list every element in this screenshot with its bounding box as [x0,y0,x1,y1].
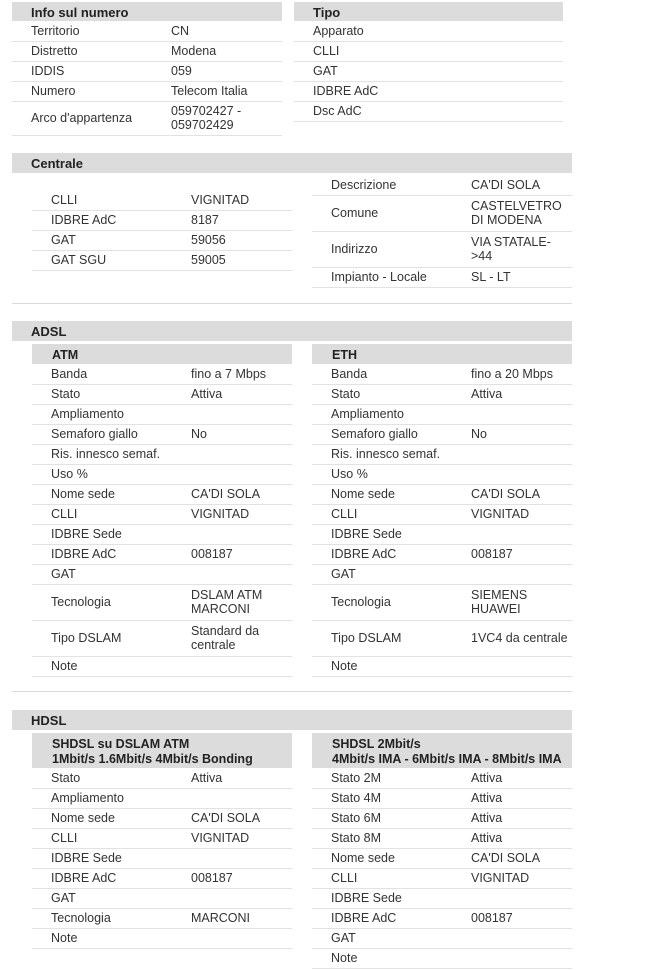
eth-label: Uso % [312,464,471,484]
atm-value [191,524,292,544]
centrale-label: GAT SGU [32,250,191,270]
tipo-label: Dsc AdC [294,101,453,121]
atm-label: CLLI [32,504,191,524]
table-row [312,231,572,267]
table-row [12,61,282,81]
eth-label: Banda [312,364,471,384]
shdsl-label: GAT [312,928,471,948]
centrale-label: Comune [312,195,471,231]
shdsl-label: Stato [32,768,191,788]
eth-label: Nome sede [312,484,471,504]
table-row [312,948,572,968]
info-label: Territorio [12,21,171,41]
table-row [312,424,572,444]
centrale-value: CASTELVETRO DI MODENA [471,195,572,231]
atm-label: GAT [32,564,191,584]
shdsl-label: Nome sede [32,808,191,828]
table-row [294,101,563,121]
table-row [312,175,572,195]
eth-header [312,344,572,364]
shdsl-value: VIGNITAD [471,868,572,888]
shdsl-label: IDBRE Sede [32,848,191,868]
atm-label: Ris. innesco semaf. [32,444,191,464]
table-row [312,267,572,287]
table-row [312,444,572,464]
eth-value: 1VC4 da centrale [471,620,572,656]
shdsl-atm-title-line2: 1Mbit/s 1.6Mbit/s 4Mbit/s Bonding [52,752,253,766]
centrale-header [12,153,572,173]
tipo-label: IDBRE AdC [294,81,453,101]
table-row [32,828,292,848]
tipo-value [453,41,563,61]
atm-label: Uso % [32,464,191,484]
table-row [32,928,292,948]
table-row [32,848,292,868]
eth-label: Tipo DSLAM [312,620,471,656]
atm-label: Stato [32,384,191,404]
table-row [312,195,572,231]
atm-header [32,344,292,364]
eth-value: VIGNITAD [471,504,572,524]
table-row [32,250,292,270]
table-row [32,424,292,444]
shdsl-atm-title-line1: SHDSL su DSLAM ATM [52,737,190,751]
table-row [312,384,572,404]
table-row [32,788,292,808]
tipo-header [294,2,563,21]
table-row [312,888,572,908]
shdsl-label: CLLI [312,868,471,888]
centrale-label: Impianto - Locale [312,267,471,287]
table-row [312,404,572,424]
table-row [294,61,563,81]
atm-label: Semaforo giallo [32,424,191,444]
table-row [12,21,282,41]
info-value: 059 [171,61,282,81]
centrale-left-table [32,190,292,271]
shdsl-label: Note [32,928,191,948]
status-value: No [471,424,572,444]
centrale-title: Centrale [31,156,84,171]
eth-label: Tecnologia [312,584,471,620]
atm-title: ATM [52,348,79,362]
shdsl-label: Stato 8M [312,828,471,848]
table-row [312,868,572,888]
atm-value [191,404,292,424]
centrale-label: Indirizzo [312,231,471,267]
eth-value [471,444,572,464]
eth-label: Ris. innesco semaf. [312,444,471,464]
eth-label: Ampliamento [312,404,471,424]
eth-label: IDBRE Sede [312,524,471,544]
table-row [312,828,572,848]
centrale-right-table [312,175,572,288]
shdsl-value [191,888,292,908]
table-row [312,768,572,788]
table-row [32,908,292,928]
table-row [32,768,292,788]
shdsl-label: CLLI [32,828,191,848]
atm-label: Tipo DSLAM [32,620,191,656]
table-row [312,656,572,676]
adsl-header [12,321,572,341]
table-row [12,81,282,101]
shdsl-value: 008187 [471,908,572,928]
shdsl-value [471,928,572,948]
shdsl-2m-header [312,733,572,768]
centrale-value: CA'DI SOLA [471,175,572,195]
table-row [32,888,292,908]
shdsl-label: IDBRE AdC [32,868,191,888]
centrale-label: Descrizione [312,175,471,195]
table-row [12,101,282,135]
info-label: IDDIS [12,61,171,81]
shdsl-value [471,948,572,968]
tipo-value [453,81,563,101]
shdsl-2m-title-line2: 4Mbit/s IMA - 6Mbit/s IMA - 8Mbit/s IMA [332,752,562,766]
table-row [312,620,572,656]
atm-value: 008187 [191,544,292,564]
tipo-value [453,101,563,121]
shdsl-value [191,928,292,948]
centrale-value: 59005 [191,250,292,270]
atm-table [32,364,292,677]
shdsl-label: IDBRE Sede [312,888,471,908]
atm-label: IDBRE AdC [32,544,191,564]
table-row [32,544,292,564]
table-row [32,230,292,250]
eth-value: CA'DI SOLA [471,484,572,504]
centrale-value: VIGNITAD [191,190,292,210]
shdsl-atm-table [32,768,292,949]
eth-table [312,364,572,677]
info-table [12,21,282,136]
table-row [32,444,292,464]
shdsl-value [191,848,292,868]
eth-value [471,464,572,484]
info-label: Distretto [12,41,171,61]
centrale-value: 59056 [191,230,292,250]
shdsl-label: Ampliamento [32,788,191,808]
atm-label: Banda [32,364,191,384]
status-value: Attiva [471,384,572,404]
table-row [32,868,292,888]
atm-value [191,464,292,484]
shdsl-value: 008187 [191,868,292,888]
table-row [312,484,572,504]
eth-label: GAT [312,564,471,584]
tipo-value [453,61,563,81]
atm-value: CA'DI SOLA [191,484,292,504]
shdsl-2m-table [312,768,572,969]
status-value: Attiva [191,384,292,404]
tipo-label: Apparato [294,21,453,41]
table-row [294,21,563,41]
shdsl-value [471,888,572,908]
status-value: Attiva [471,788,572,808]
tipo-table [294,21,563,122]
tipo-title: Tipo [313,5,341,20]
table-row [32,656,292,676]
shdsl-2m-title-line1: SHDSL 2Mbit/s [332,737,421,751]
centrale-value: VIA STATALE- >44 [471,231,572,267]
atm-label: IDBRE Sede [32,524,191,544]
table-row [32,404,292,424]
shdsl-label: Stato 4M [312,788,471,808]
table-row [32,210,292,230]
table-row [312,524,572,544]
table-row [32,620,292,656]
eth-value [471,564,572,584]
tipo-label: CLLI [294,41,453,61]
eth-value [471,524,572,544]
table-row [32,190,292,210]
centrale-value: SL - LT [471,267,572,287]
centrale-value: 8187 [191,210,292,230]
eth-title: ETH [332,348,357,362]
table-row [312,364,572,384]
table-row [312,928,572,948]
table-row [32,464,292,484]
eth-value: fino a 20 Mbps [471,364,572,384]
shdsl-value [191,788,292,808]
atm-label: Ampliamento [32,404,191,424]
shdsl-label: Nome sede [312,848,471,868]
table-row [32,364,292,384]
operator-link[interactable]: Telecom Italia [171,81,282,101]
eth-label: Stato [312,384,471,404]
shdsl-atm-header [32,733,292,768]
eth-value [471,656,572,676]
table-row [312,848,572,868]
atm-value: DSLAM ATM MARCONI [191,584,292,620]
centrale-label: GAT [32,230,191,250]
shdsl-label: Tecnologia [32,908,191,928]
eth-value [471,404,572,424]
info-header [12,2,282,21]
eth-label: CLLI [312,504,471,524]
shdsl-label: Note [312,948,471,968]
atm-value [191,564,292,584]
table-row [32,524,292,544]
section-divider [12,303,572,304]
eth-value: 008187 [471,544,572,564]
centrale-label: CLLI [32,190,191,210]
eth-label: IDBRE AdC [312,544,471,564]
table-row [312,808,572,828]
info-label: Numero [12,81,171,101]
eth-label: Note [312,656,471,676]
table-row [32,504,292,524]
atm-label: Note [32,656,191,676]
atm-value: fino a 7 Mbps [191,364,292,384]
shdsl-label: IDBRE AdC [312,908,471,928]
table-row [312,544,572,564]
shdsl-value: MARCONI [191,908,292,928]
shdsl-value: CA'DI SOLA [471,848,572,868]
table-row [312,908,572,928]
info-value: 059702427 - 059702429 [171,101,282,135]
table-row [12,41,282,61]
atm-label: Nome sede [32,484,191,504]
hdsl-title: HDSL [31,713,67,728]
adsl-title: ADSL [31,324,67,339]
info-label: Arco d'appartenza [12,101,171,135]
eth-value: SIEMENS HUAWEI [471,584,572,620]
table-row [32,808,292,828]
info-value: CN [171,21,282,41]
status-value: Attiva [191,768,292,788]
table-row [32,484,292,504]
table-row [312,788,572,808]
table-row [312,584,572,620]
status-value: No [191,424,292,444]
tipo-value [453,21,563,41]
shdsl-label: Stato 6M [312,808,471,828]
shdsl-value: CA'DI SOLA [191,808,292,828]
status-value: Attiva [471,828,572,848]
table-row [294,41,563,61]
atm-value [191,444,292,464]
shdsl-label: GAT [32,888,191,908]
status-value: Attiva [471,808,572,828]
shdsl-value: VIGNITAD [191,828,292,848]
atm-value [191,656,292,676]
tipo-label: GAT [294,61,453,81]
centrale-label: IDBRE AdC [32,210,191,230]
section-divider [12,691,572,692]
table-row [32,564,292,584]
shdsl-label: Stato 2M [312,768,471,788]
table-row [32,384,292,404]
atm-label: Tecnologia [32,584,191,620]
eth-label: Semaforo giallo [312,424,471,444]
info-title: Info sul numero [31,5,129,20]
status-value: Attiva [471,768,572,788]
table-row [312,564,572,584]
table-row [312,464,572,484]
table-row [32,584,292,620]
atm-value: VIGNITAD [191,504,292,524]
table-row [294,81,563,101]
atm-value: Standard da centrale [191,620,292,656]
hdsl-header [12,710,572,730]
info-value: Modena [171,41,282,61]
table-row [312,504,572,524]
